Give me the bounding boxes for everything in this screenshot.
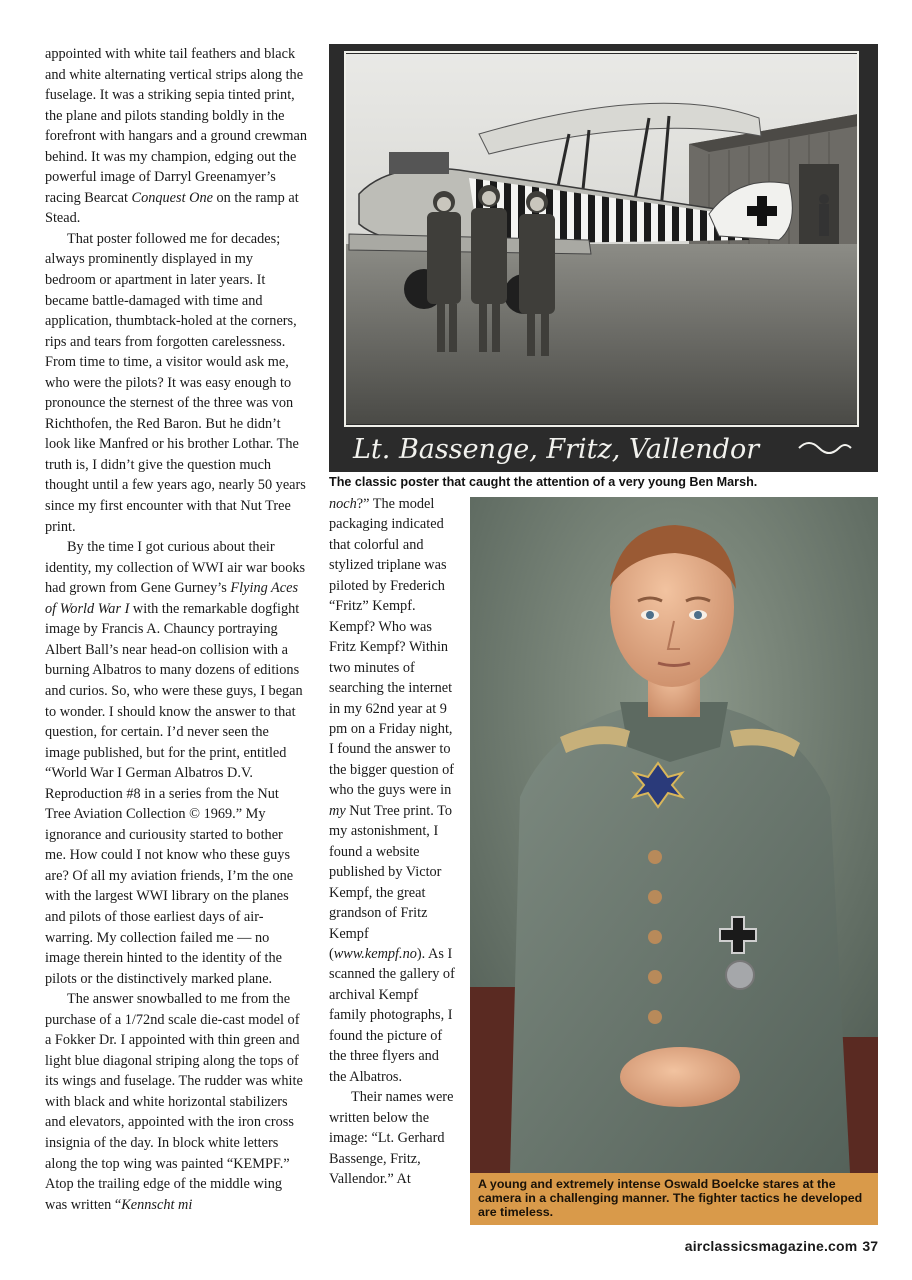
left-paragraph-2: That poster followed me for decades; always prominently displayed in my bedroom or apartment in later years. It became battle-damaged with time and application, thumbtack-holed at the corners, rips and tears from forgotten carelessness. From time to time, a visitor would ask me, who were the pilots? It was easy enough to pronounce the sternest of the three was von Richthofen, the Red Baron. But he didn’t look like Manfred or his brother Lothar. The truth is, I didn’t give the question much thought until a few years ago, nearly 50 years since my first encounter with that Nut Tree print. (45, 230, 306, 535)
portrait-caption: A young and extremely intense Oswald Boelcke stares at the camera in a challenging manner. The fighter tactics he developed are timeless. (470, 1173, 878, 1225)
boelcke-portrait-photo (470, 497, 878, 1173)
page-number: 37 (862, 1238, 878, 1254)
page-footer (685, 1238, 878, 1254)
left-text-column (45, 44, 307, 1215)
left-paragraph-1: appointed with white tail feathers and black and white alternating vertical strips along the fuselage. It was a striking sepia tinted print, the plane and pilots standing boldly in the forefront with hangars and a ground crewman behind. It was my champion, edging out the powerful image of Darryl Greenamyer’s racing Bearcat Conquest One on the ramp at Stead. (45, 46, 308, 227)
middle-text-column (329, 494, 457, 1189)
middle-paragraph-1: noch?” The model packaging indicated that colorful and stylized triplane was piloted by Frederich “Fritz” Kempf. Kempf? Who was Fritz Kempf? Within two minutes of searching the internet in my 62nd year at 9 pm on a Friday night, I found the answer to the bigger question of who the guys were in my Nut Tree print. To my astonishment, I found a website published by Victor Kempf, the great grandson of Fritz Kempf (www.kempf.no). As I scanned the gallery of archival Kempf family photographs, I found the picture of the three flyers and the Albatros. (329, 496, 455, 1085)
albatros-photo-illustration (329, 44, 878, 472)
top-photo-caption: The classic poster that caught the attention of a very young Ben Marsh. (329, 475, 758, 489)
left-paragraph-3: By the time I got curious about their identity, my collection of WWI air war books had grown from Gene Gurney’s Flying Aces of World War I with the remarkable dogfight image by Francis A. Chauncy portraying Albert Ball’s near head-on collision with a burning Albatros to many dozens of editions and curios. So, who were these guys, I began to wonder. I should know the answer to that question, for certain. I’d never seen the image published, but for the print, entitled “World War I German Albatros D.V. Reproduction #8 in a series from the Nut Tree Aviation Collection © 1969.” My ignorance and curiousity started to bother me. How could I not know who these guys are? Of all my aviation friends, I’m the one with the largest WWI library on the planes and pilots of those earliest days of air-warring. My collection failed me — no image therein hinted to the identity of the pilots or the distinctively marked plane. (45, 539, 306, 987)
albatros-poster-photo (329, 44, 878, 472)
magazine-website: airclassicsmagazine.com (684, 1238, 858, 1254)
portrait-illustration (470, 497, 878, 1173)
left-paragraph-4: The answer snowballed to me from the purchase of a 1/72nd scale die-cast model of a Fokker Dr. I appointed with thin green and light blue diagonal striping along the tops of its wings and fuselage. The rudder was white with black and white horizontal stabilizers and elevators, appointed with the iron cross insignia of the day. In block white letters along the top wing was painted “KEMPF.” Atop the trailing edge of the middle wing was written “Kennscht mi (45, 991, 303, 1213)
photo-inscription: Lt. Bassenge, Fritz, Vallendor (353, 434, 760, 465)
middle-paragraph-2: Their names were written below the image: “Lt. Gerhard Bassenge, Fritz, Vallendor.” At (329, 1089, 454, 1187)
